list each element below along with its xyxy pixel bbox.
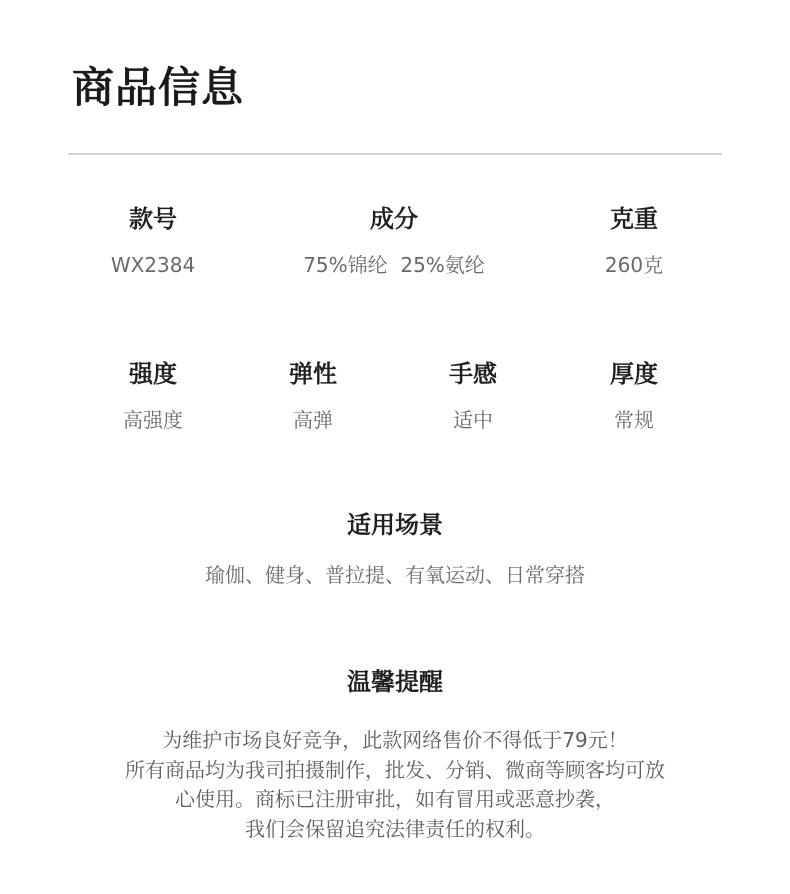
spec-label: 手感 [449,360,497,388]
spec-label: 弹性 [289,360,337,388]
notice-title: 温馨提醒 [347,668,443,696]
spec-weight [605,203,663,279]
spec-hand-feel [449,358,497,434]
spec-elasticity [289,358,337,434]
spec-style-number [111,203,195,279]
spec-label: 款号 [129,205,177,233]
spec-value: 高弹 [293,408,333,432]
spec-value: 常规 [614,408,654,432]
spec-composition [303,203,485,279]
spec-value: 75%锦纶 25%氨纶 [303,253,485,277]
notice-line: 所有商品均为我司拍摄制作，批发、分销、微商等顾客均可放 [125,757,665,782]
page-title: 商品信息 [72,63,245,112]
scenes-section [0,509,790,589]
notice-line: 心使用。商标已注册审批，如有冒用或恶意抄袭， [175,787,615,811]
notice-body [0,726,790,844]
scenes-text: 瑜伽、健身、普拉提、有氧运动、日常穿搭 [205,563,585,587]
scenes-title: 适用场景 [347,511,443,539]
spec-label: 强度 [129,360,177,388]
title-divider [68,153,722,155]
spec-value: WX2384 [110,253,196,277]
spec-value: 260克 [604,253,664,277]
spec-label: 克重 [610,205,658,233]
notice-line: 我们会保留追究法律责任的权利。 [245,816,545,841]
spec-strength [123,358,183,434]
spec-value: 高强度 [123,408,183,432]
spec-label: 成分 [370,205,418,233]
spec-thickness [610,358,658,434]
spec-label: 厚度 [610,360,658,388]
notice-line: 为维护市场良好竞争，此款网络售价不得低于79元！ [162,728,628,752]
notice-section [0,666,790,844]
spec-value: 适中 [453,408,493,432]
